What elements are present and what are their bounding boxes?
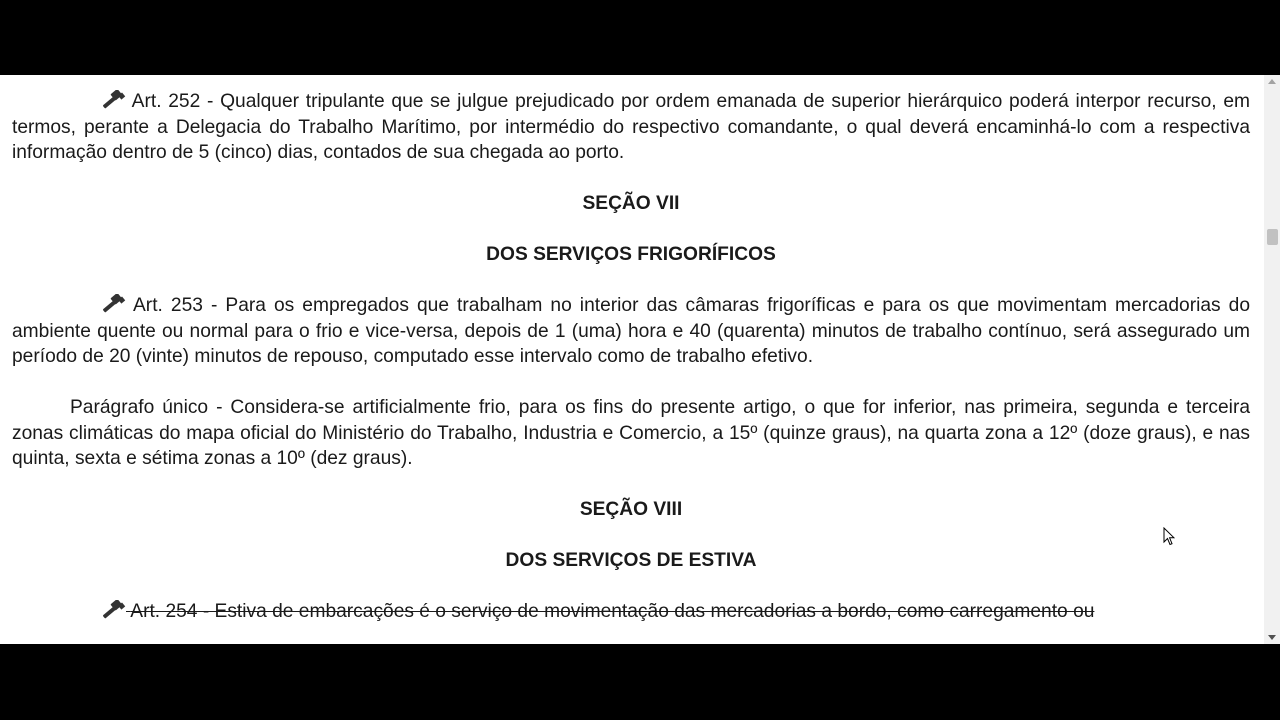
section-vii-title: DOS SERVIÇOS FRIGORÍFICOS: [486, 244, 776, 265]
article-indent: [12, 89, 126, 115]
article-253-text: - Para os empregados que trabalham no interior das câmaras frigoríficas e para os que movimentam mercadorias do ambiente quente ou normal para o frio e vice-versa, depois de 1 (uma) hora e 40 (quarenta) minutos de trabalho contínuo, será assegurado um período de 20 (vinte) minutos de repouso, computado esse intervalo como de trabalho efetivo.: [12, 295, 1251, 367]
article-253: [12, 293, 1250, 370]
article-254-label: Art. 254: [130, 601, 198, 622]
hammer-icon[interactable]: [100, 294, 126, 314]
vertical-scrollbar[interactable]: [1264, 75, 1280, 644]
mouse-pointer-icon: [1163, 527, 1175, 546]
article-254-text: - Estiva de embarcações é o serviço de movimentação das mercadorias a bordo, como carregamento ou: [197, 601, 1095, 622]
law-text-content: [12, 89, 1250, 644]
article-indent: [12, 599, 126, 625]
hammer-icon[interactable]: [100, 90, 126, 110]
document-viewport[interactable]: [0, 75, 1280, 644]
scrollbar-thumb[interactable]: [1267, 229, 1278, 245]
hammer-icon[interactable]: [100, 600, 126, 620]
article-253-label: Art. 253: [133, 295, 203, 316]
article-252-text: - Qualquer tripulante que se julgue prejudicado por ordem emanada de superior hierárquico poderá interpor recurso, em termos, perante a Delegacia do Trabalho Marítimo, por intermédio do respectivo comandante, o qual deverá encaminhá-lo com a respectiva informação dentro de 5 (cinco) dias, contados de sua chegada ao porto.: [12, 91, 1250, 163]
section-viii-number: SEÇÃO VIII: [579, 499, 683, 520]
scroll-down-arrow-icon[interactable]: [1268, 635, 1276, 640]
article-253-paragraph-text: Parágrafo único - Considera-se artificialmente frio, para os fins do presente artigo, o que for inferior, nas primeira, segunda e terceira zonas climáticas do mapa oficial do Ministério do Trabalho, Industria e Comercio, a 15º (quinze graus), na quarta zona a 12º (doze graus), e nas quinta, sexta e sétima zonas a 10º (dez graus).: [12, 397, 1250, 469]
article-254: [12, 599, 1250, 625]
article-252-label: Art. 252: [131, 91, 201, 112]
article-253-paragraph: [12, 395, 1250, 472]
article-indent: [12, 293, 126, 319]
section-viii-title: DOS SERVIÇOS DE ESTIVA: [505, 550, 757, 571]
scroll-up-arrow-icon[interactable]: [1268, 79, 1276, 84]
section-vii-number: SEÇÃO VII: [582, 193, 680, 214]
article-252: [12, 89, 1250, 166]
